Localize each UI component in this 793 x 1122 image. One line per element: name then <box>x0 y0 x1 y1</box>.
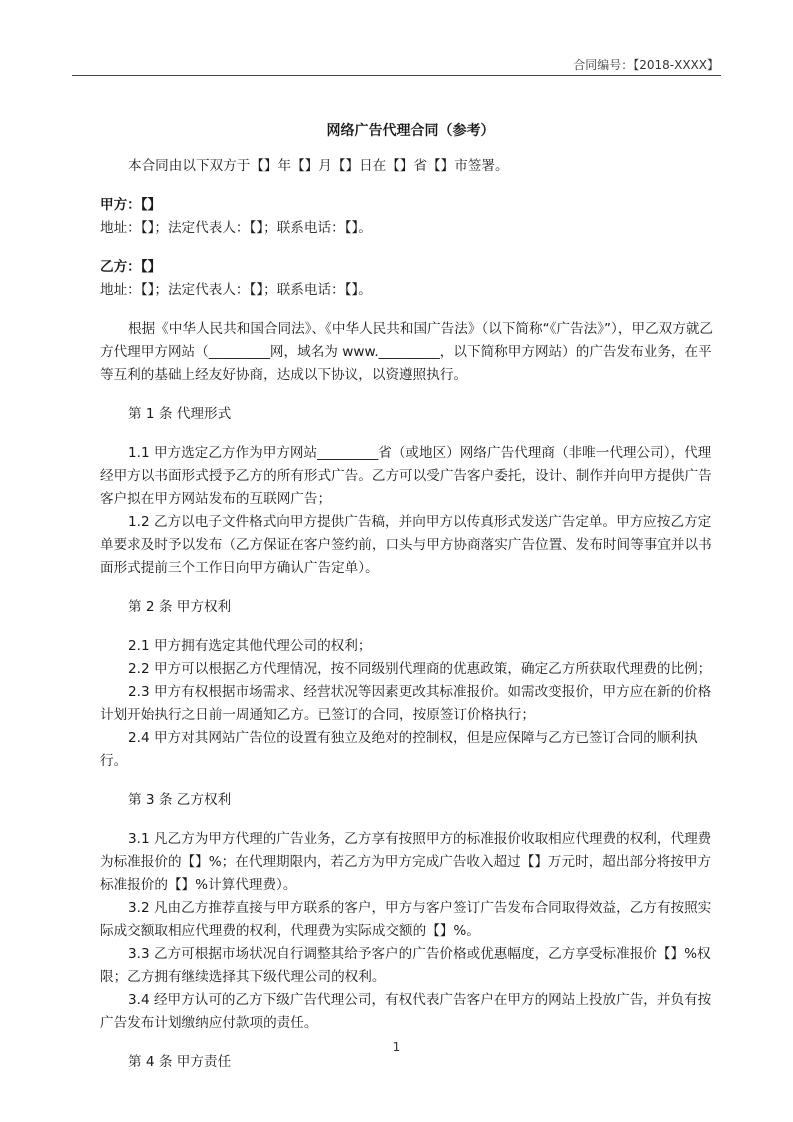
page-number: 1 <box>392 1040 401 1054</box>
section-heading: 第 1 条 代理形式 <box>128 406 232 422</box>
party-b-block <box>100 256 721 302</box>
clause-paragraph: 2.2 甲方可以根据乙方代理情况，按不同级别代理商的优惠政策，确定乙方所获取代理费的比例； <box>128 661 712 677</box>
clause-paragraph: 3.3 乙方可根据市场状况自行调整其给予客户的广告价格或优惠幅度，乙方享受标准报价【】%权限；乙方拥有继续选择其下级代理公司的权利。 <box>100 946 711 985</box>
clause-paragraph: 2.4 甲方对其网站广告位的设置有独立及绝对的控制权，但是应保障与乙方已签订合同的顺利执行。 <box>100 730 698 769</box>
preamble-paragraph: 根据《中华人民共和国合同法》、《中华人民共和国广告法》（以下简称“《广告法》”），甲乙双方就乙方代理甲方网站（_________网，域名为 www._________，以下简称甲方网站）的广告发布业务，在平等互利的基础上经友好协商，达成以下协议，以资遵照执行。 <box>100 321 714 383</box>
clause-paragraph: 2.1 甲方拥有选定其他代理公司的权利； <box>128 638 372 654</box>
document-body <box>100 120 721 1090</box>
intro-paragraph: 本合同由以下双方于【】年【】月【】日在【】省【】市签署。 <box>128 158 509 174</box>
clause-paragraph: 2.3 甲方有权根据市场需求、经营状况等因素更改其标准报价。如需改变报价，甲方应在新的价格计划开始执行之日前一周通知乙方。已签订的合同，按原签订价格执行； <box>100 684 712 723</box>
spacer <box>100 302 721 318</box>
party-a-name: 甲方：【】 <box>100 197 162 213</box>
document-title: 网络广告代理合同（参考） <box>326 123 495 139</box>
section-heading: 第 4 条 甲方责任 <box>128 1054 232 1070</box>
party-a-info: 地址：【】；法定代表人：【】；联系电话：【】。 <box>100 220 372 236</box>
section-heading: 第 3 条 乙方权利 <box>128 792 232 808</box>
contract-number: 合同编号：【2018-XXXX】 <box>573 58 719 72</box>
party-b-name: 乙方：【】 <box>100 259 162 275</box>
party-b-info: 地址：【】；法定代表人：【】；联系电话：【】。 <box>100 282 372 298</box>
header-divider <box>72 75 721 76</box>
clause-paragraph: 3.1 凡乙方为甲方代理的广告业务，乙方享有按照甲方的标准报价收取相应代理费的权利，代理费为标准报价的【】%；在代理期限内，若乙方为甲方完成广告收入超过【】万元时，超出部分将按甲方标准报价的【】%计算代理费）。 <box>100 831 712 893</box>
party-a-block <box>100 194 721 240</box>
clause-paragraph: 1.2 乙方以电子文件格式向甲方提供广告稿，并向甲方以传真形式发送广告定单。甲方应按乙方定单要求及时予以发布（乙方保证在客户签约前，口头与甲方协商落实广告位置、发布时间等事宜并以书面形式提前三个工作日向甲方确认广告定单）。 <box>100 514 712 576</box>
clause-paragraph: 3.4 经甲方认可的乙方下级广告代理公司，有权代表广告客户在甲方的网站上投放广告，并负有按广告发布计划缴纳应付款项的责任。 <box>100 992 712 1031</box>
section-heading: 第 2 条 甲方权利 <box>128 599 232 615</box>
clause-paragraph: 3.2 凡由乙方推荐直接与甲方联系的客户，甲方与客户签订广告发布合同取得效益，乙方有按照实际成交额取相应代理费的权利，代理费为实际成交额的【】%。 <box>100 900 712 939</box>
clause-paragraph: 1.1 甲方选定乙方作为甲方网站_________省（或地区）网络广告代理商（非唯一代理公司），代理经甲方以书面形式授予乙方的所有形式广告。乙方可以受广告客户委托，设计、制作并向甲方提供广告客户拟在甲方网站发布的互联网广告； <box>100 445 712 507</box>
